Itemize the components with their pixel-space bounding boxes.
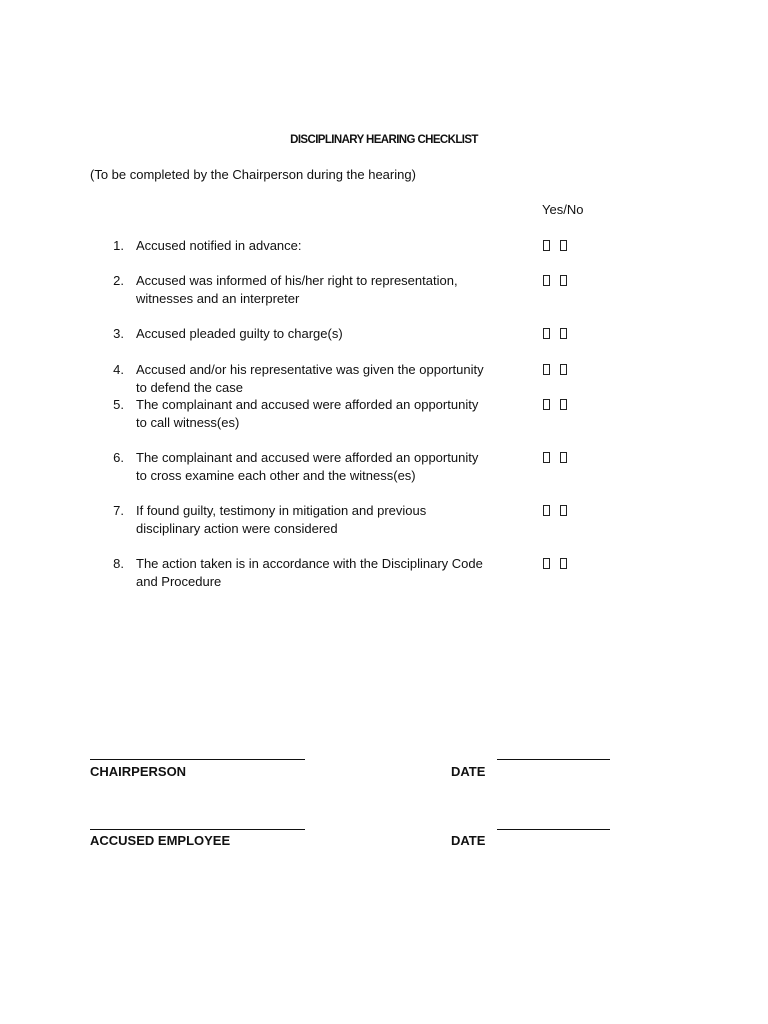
item-number: 3. <box>113 326 124 341</box>
item-number: 7. <box>113 503 124 518</box>
item-number: 2. <box>113 273 124 288</box>
instructions-text: (To be completed by the Chairperson during the hearing) <box>90 167 416 182</box>
yes-checkbox[interactable] <box>543 452 550 463</box>
item-text: Accused notified in advance: <box>136 238 302 253</box>
no-checkbox[interactable] <box>560 240 567 251</box>
yes-checkbox[interactable] <box>543 240 550 251</box>
item-text: If found guilty, testimony in mitigation and previous disciplinary action were considered <box>136 503 427 536</box>
no-checkbox[interactable] <box>560 452 567 463</box>
chairperson-date-line[interactable] <box>497 759 610 760</box>
accused-signature-line[interactable] <box>90 829 305 830</box>
item-text: Accused pleaded guilty to charge(s) <box>136 326 343 341</box>
item-number: 4. <box>113 362 124 377</box>
chairperson-signature-line[interactable] <box>90 759 305 760</box>
yes-checkbox[interactable] <box>543 328 550 339</box>
date-label: DATE <box>451 764 486 779</box>
yes-checkbox[interactable] <box>543 275 550 286</box>
no-checkbox[interactable] <box>560 505 567 516</box>
item-text: The complainant and accused were afforded an opportunity to call witness(es) <box>136 397 479 430</box>
yes-checkbox[interactable] <box>543 505 550 516</box>
no-checkbox[interactable] <box>560 275 567 286</box>
date-label: DATE <box>451 833 486 848</box>
item-number: 8. <box>113 556 124 571</box>
item-text: The complainant and accused were afforded an opportunity to cross examine each other and the witness(es) <box>136 450 479 483</box>
item-number: 6. <box>113 450 124 465</box>
accused-date-line[interactable] <box>497 829 610 830</box>
item-number: 1. <box>113 238 124 253</box>
no-checkbox[interactable] <box>560 399 567 410</box>
yes-no-column-header: Yes/No <box>542 202 584 217</box>
chairperson-label: CHAIRPERSON <box>90 764 187 779</box>
yes-checkbox[interactable] <box>543 399 550 410</box>
page-title: DISCIPLINARY HEARING CHECKLIST <box>290 134 478 146</box>
no-checkbox[interactable] <box>560 558 567 569</box>
accused-employee-label: ACCUSED EMPLOYEE <box>90 833 231 848</box>
item-text: The action taken is in accordance with the Disciplinary Code and Procedure <box>136 556 483 589</box>
no-checkbox[interactable] <box>560 364 567 375</box>
no-checkbox[interactable] <box>560 328 567 339</box>
item-text: Accused and/or his representative was given the opportunity to defend the case <box>136 362 484 395</box>
yes-checkbox[interactable] <box>543 558 550 569</box>
item-text: Accused was informed of his/her right to representation, witnesses and an interpreter <box>136 273 458 306</box>
yes-checkbox[interactable] <box>543 364 550 375</box>
item-number: 5. <box>113 397 124 412</box>
